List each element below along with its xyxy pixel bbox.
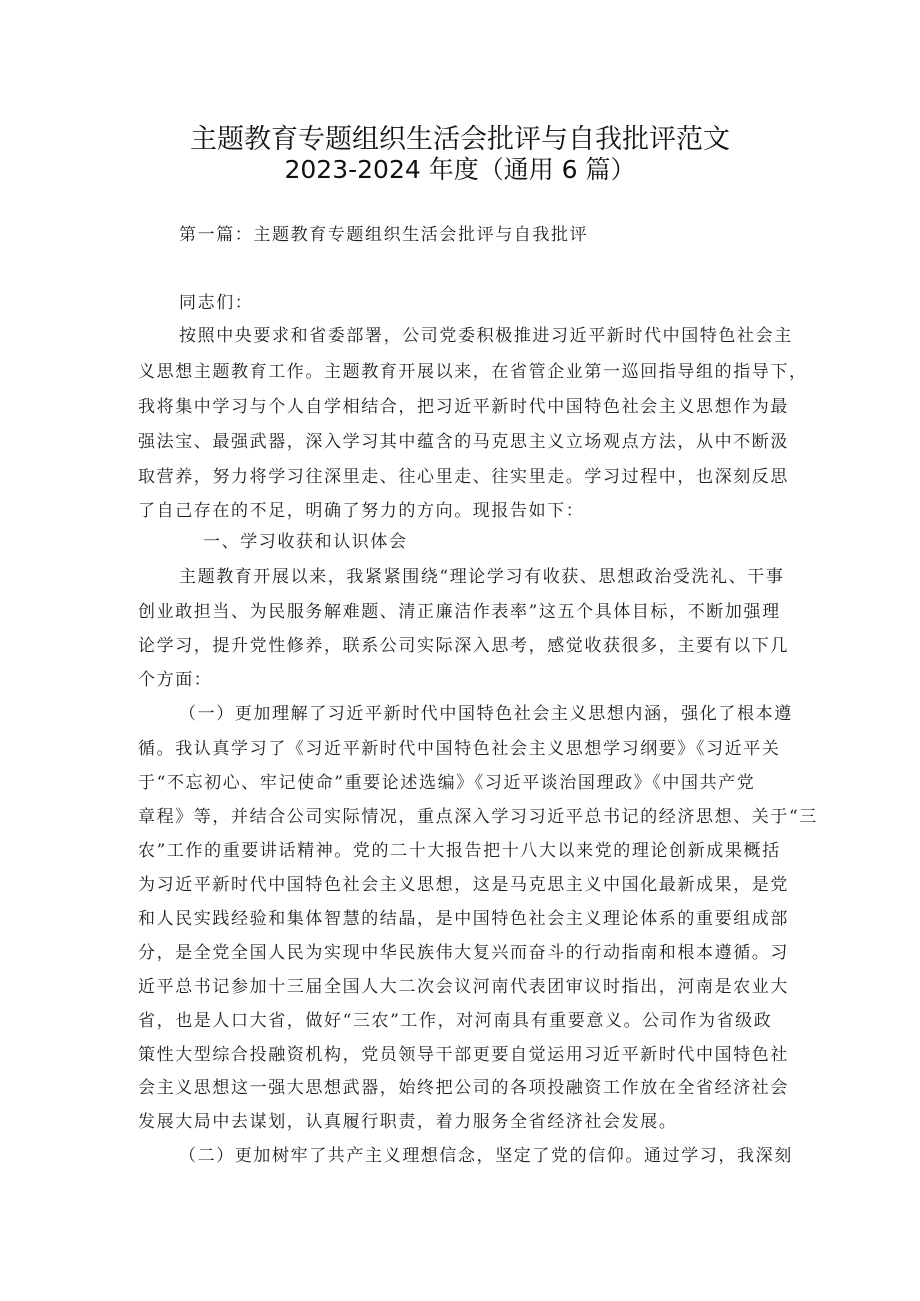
paragraph-line: 循。我认真学习了《习近平新时代中国特色社会主义思想学习纲要》《习近平关: [138, 739, 781, 759]
paragraph-line: 策性大型综合投融资机构，党员领导干部更要自觉运用习近平新时代中国特色社: [138, 1045, 789, 1065]
paragraph-line: （二）更加树牢了共产主义理想信念，坚定了党的信仰。通过学习，我深刻: [179, 1146, 793, 1166]
paragraph-line: 为习近平新时代中国特色社会主义思想，这是马克思主义中国化最新成果，是党: [138, 875, 789, 895]
paragraph-line: 个方面：: [138, 670, 213, 690]
document-subtitle: 2023-2024 年度（通用 6 篇）: [284, 155, 636, 184]
paragraph-line: 会主义思想这一强大思想武器，始终把公司的各项投融资工作放在全省经济社会: [138, 1078, 789, 1098]
paragraph-line: 省，也是人口大省，做好“三农”工作，对河南具有重要意义。公司作为省级政: [138, 1011, 773, 1031]
paragraph-line: 分，是全党全国人民为实现中华民族伟大复兴而奋斗的行动指南和根本遵循。习: [138, 943, 789, 963]
paragraph-line: 义思想主题教育工作。主题教育开展以来，在省管企业第一巡回指导组的指导下，: [138, 362, 808, 382]
paragraph-line: 论学习，提升党性修养，联系公司实际深入思考，感觉收获很多，主要有以下几: [138, 636, 789, 656]
paragraph-line: 发展大局中去谋划，认真履行职责，着力服务全省经济社会发展。: [138, 1112, 678, 1132]
document-title: 主题教育专题组织生活会批评与自我批评范文: [190, 124, 730, 155]
paragraph-line: 取营养，努力将学习往深里走、往心里走、往实里走。学习过程中，也深刻反思: [138, 467, 789, 487]
paragraph-line: 主题教育开展以来，我紧紧围绕“理论学习有收获、思想政治受洗礼、干事: [179, 567, 785, 587]
section-heading: 第一篇：主题教育专题组织生活会批评与自我批评: [179, 225, 589, 245]
paragraph-line: 近平总书记参加十三届全国人大二次会议河南代表团审议时指出，河南是农业大: [138, 977, 789, 997]
paragraph-line: 强法宝、最强武器，深入学习其中蕴含的马克思主义立场观点方法，从中不断汲: [138, 432, 789, 452]
paragraph-line: 按照中央要求和省委部署，公司党委积极推进习近平新时代中国特色社会主: [179, 326, 793, 346]
paragraph-line: 和人民实践经验和集体智慧的结晶，是中国特色社会主义理论体系的重要组成部: [138, 909, 789, 929]
paragraph-line: 我将集中学习与个人自学相结合，把习近平新时代中国特色社会主义思想作为最: [138, 397, 789, 417]
paragraph-line: （一）更加理解了习近平新时代中国特色社会主义思想内涵，强化了根本遵: [179, 704, 793, 724]
paragraph-line: 农”工作的重要讲话精神。党的二十大报告把十八大以来党的理论创新成果概括: [138, 841, 781, 861]
paragraph-line: 了自己存在的不足，明确了努力的方向。现报告如下：: [138, 501, 585, 521]
subheading: 一、学习收获和认识体会: [203, 532, 408, 552]
paragraph-line: 于“不忘初心、牢记使命”重要论述选编》《习近平谈治国理政》《中国共产党: [138, 773, 756, 793]
paragraph-line: 章程》等，并结合公司实际情况，重点深入学习习近平总书记的经济思想、关于“三: [138, 807, 818, 827]
paragraph-line: 创业敢担当、为民服务解难题、清正廉洁作表率”这五个具体目标，不断加强理: [138, 602, 781, 622]
salutation: 同志们：: [179, 293, 254, 313]
